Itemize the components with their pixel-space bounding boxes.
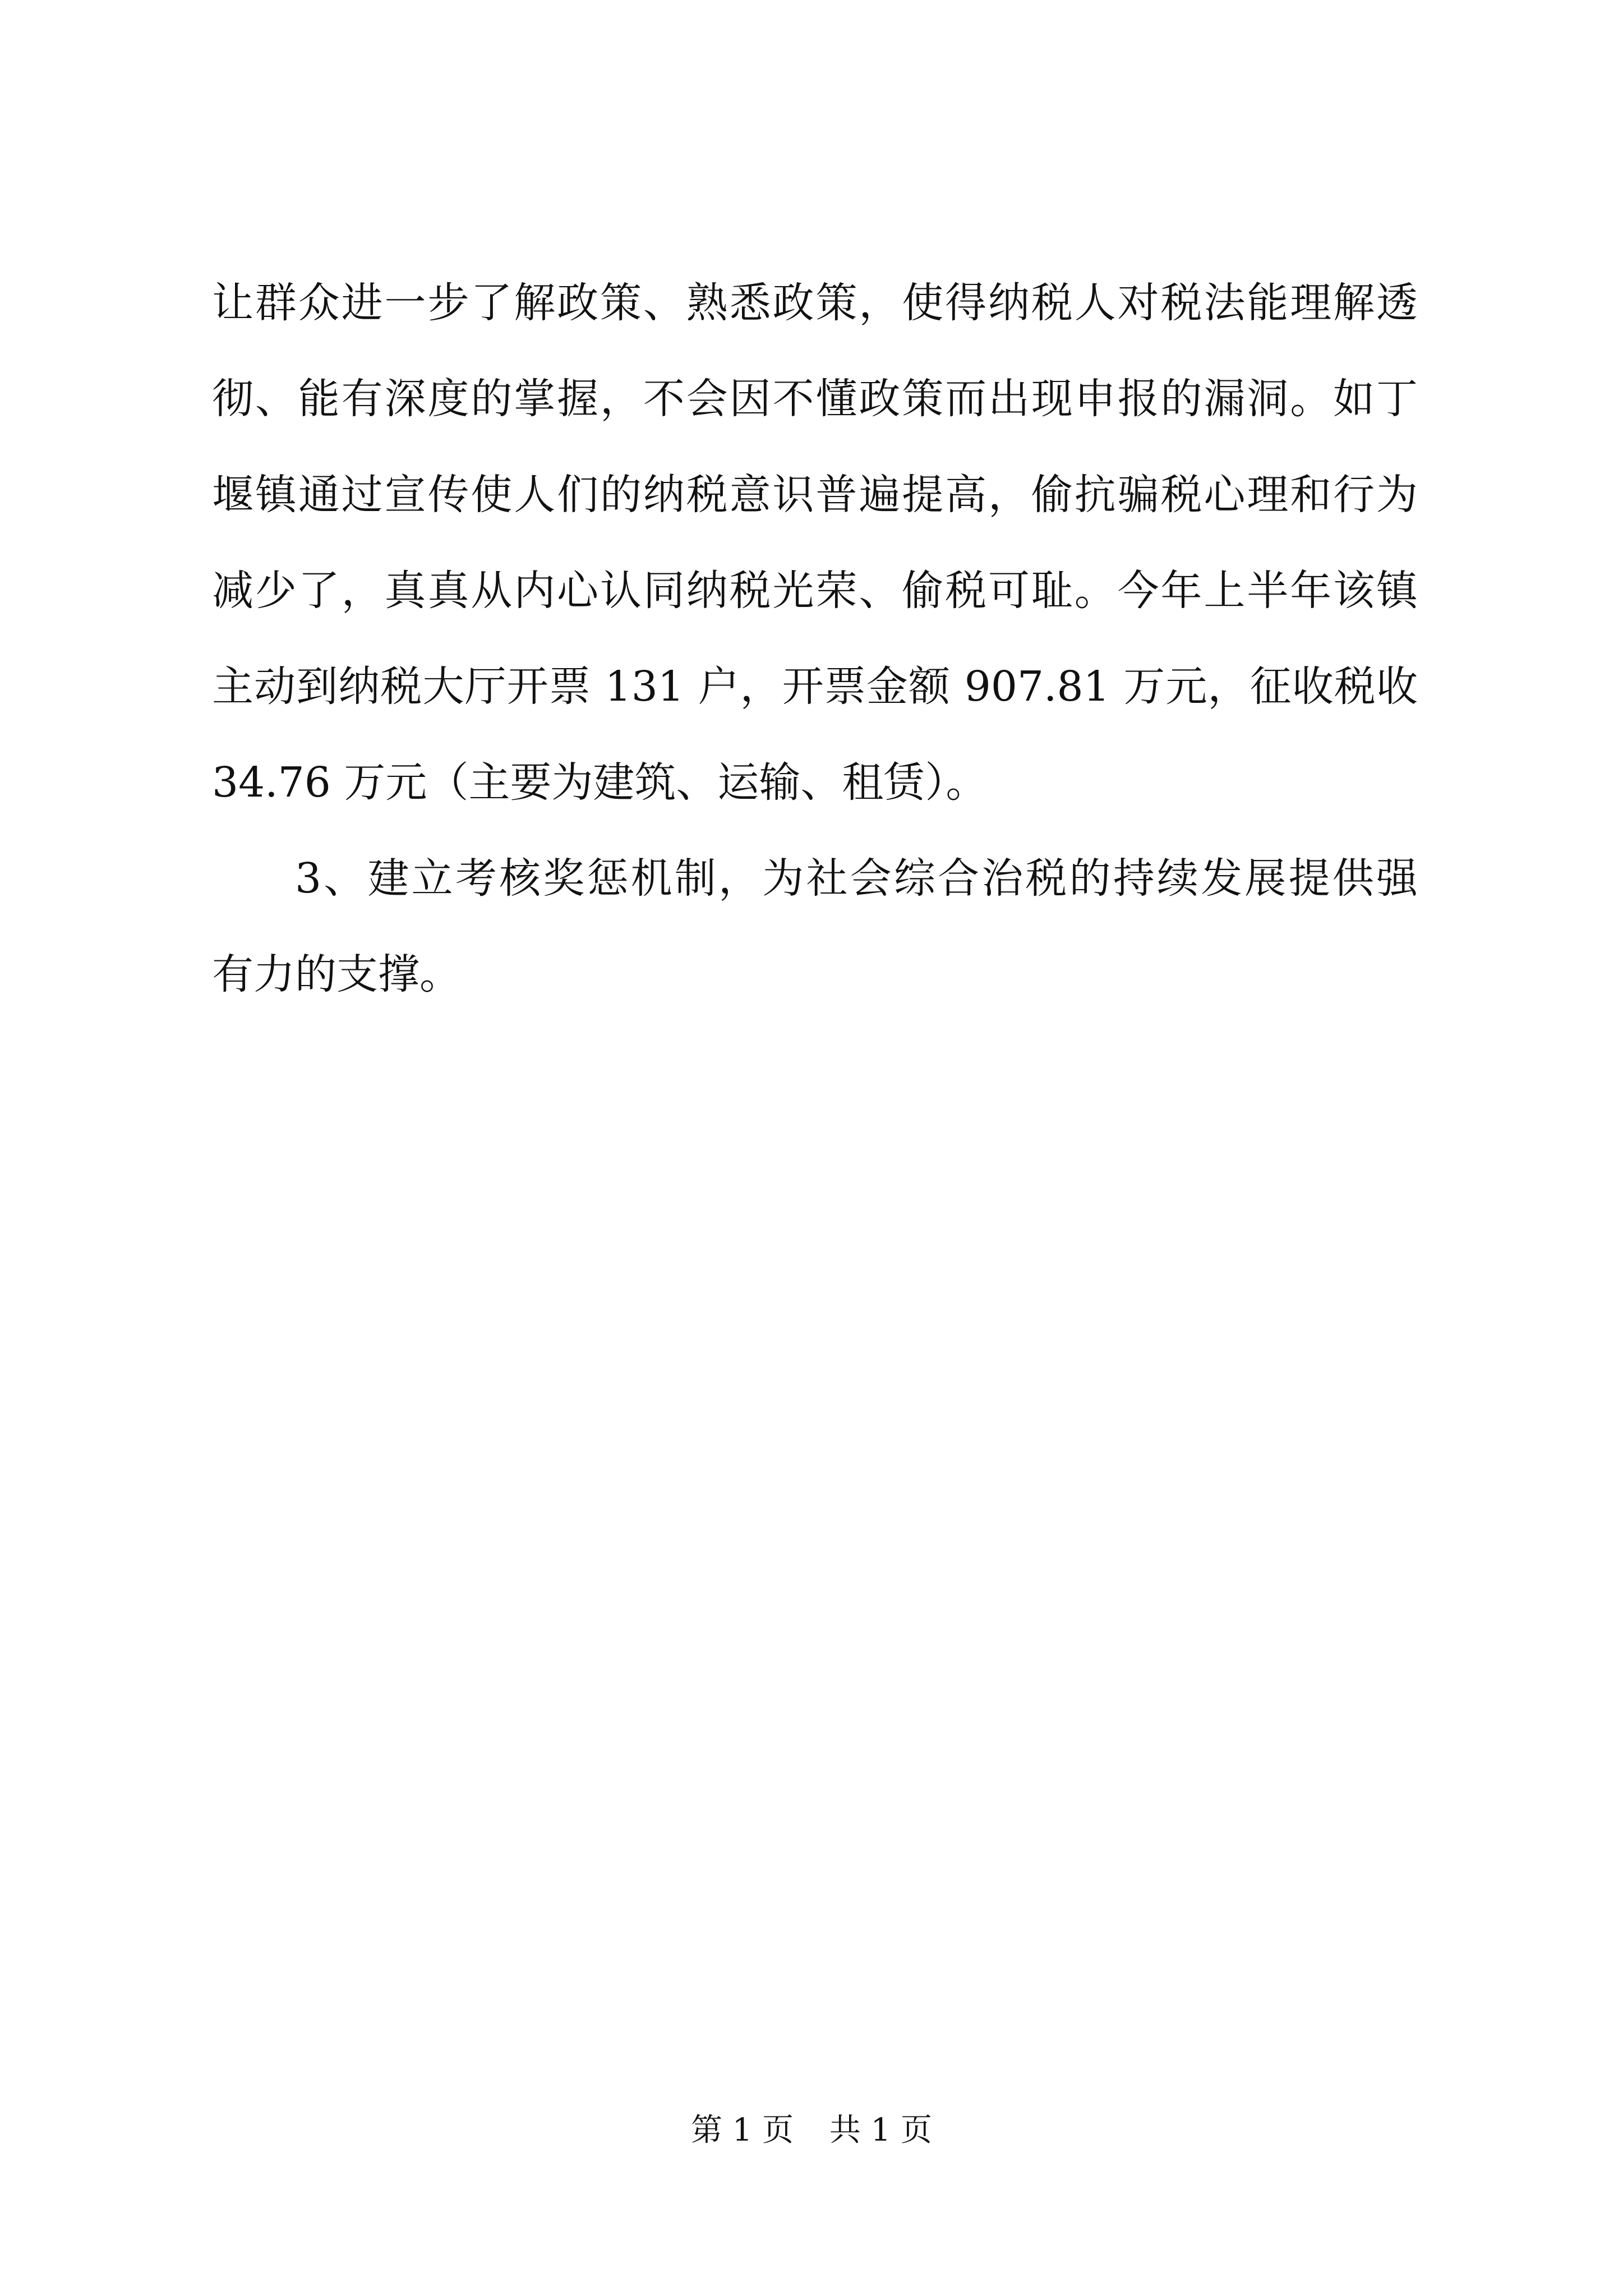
- paragraph-line: 减少了，真真从内心认同纳税光荣、偷税可耻。今年上半年该镇: [212, 567, 1418, 615]
- page-footer: [0, 2108, 1623, 2153]
- paragraph-line: 堰镇通过宣传使人们的纳税意识普遍提高，偷抗骗税心理和行为: [212, 471, 1418, 519]
- page-total: 共 1 页: [829, 2112, 933, 2148]
- paragraph-line: 让群众进一步了解政策、熟悉政策，使得纳税人对税法能理解透: [212, 279, 1418, 327]
- page-number: 第 1 页: [690, 2112, 794, 2148]
- footer-separator: [804, 2112, 819, 2148]
- paragraph-line: 有力的支撑。: [212, 950, 461, 999]
- paragraph-line: 34.76 万元（主要为建筑、运输、租赁）。: [212, 758, 988, 807]
- paragraph-line: 3、建立考核奖惩机制，为社会综合治税的持续发展提供强: [295, 854, 1418, 903]
- document-body: [212, 255, 1418, 1023]
- paragraph-line: 彻、能有深度的掌握，不会因不懂政策而出现申报的漏洞。如丁: [212, 375, 1418, 423]
- paragraph-line: 主动到纳税大厅开票 131 户，开票金额 907.81 万元，征收税收: [212, 662, 1418, 711]
